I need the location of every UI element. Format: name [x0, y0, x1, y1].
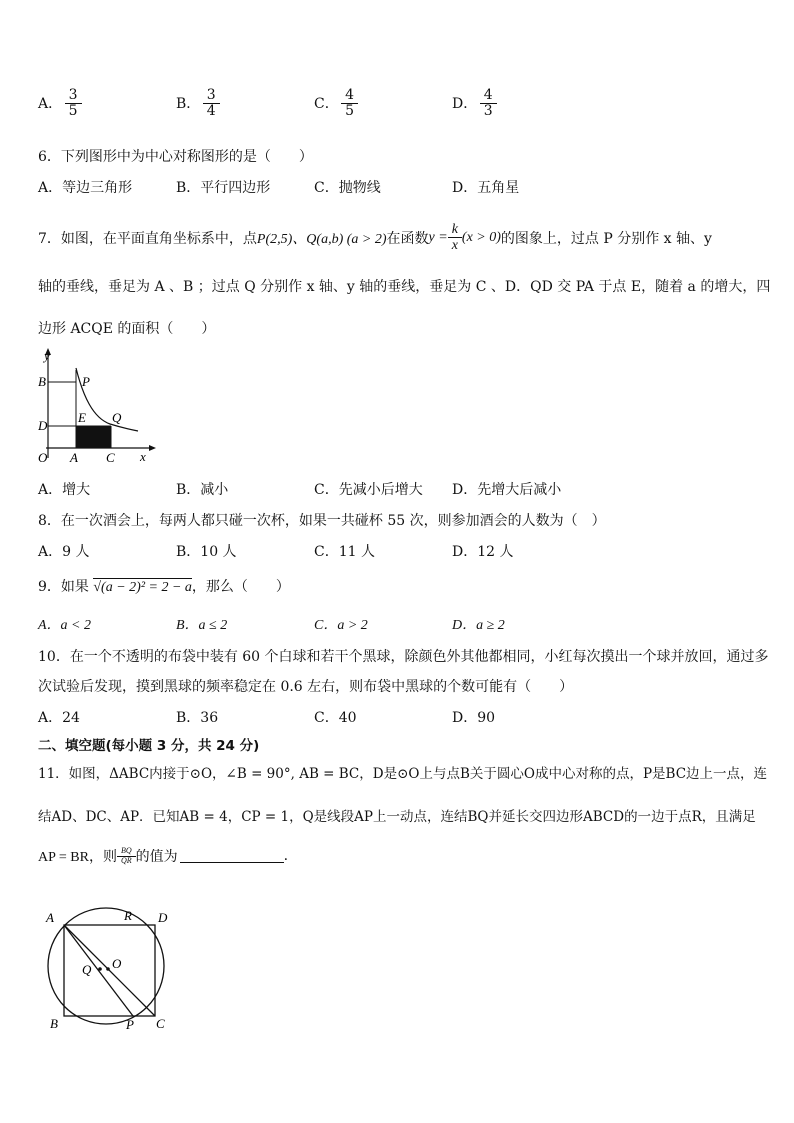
q10-line2: 次试验后发现，摸到黑球的频率稳定在 0.6 左右，则布袋中黑球的个数可能有（ ）	[38, 679, 574, 695]
answer-blank[interactable]	[180, 850, 284, 863]
q6-option-a: A．等边三角形	[38, 180, 133, 196]
option-letter: B．	[176, 95, 201, 112]
denominator: 3	[483, 103, 493, 120]
label-O: O	[38, 450, 48, 465]
q11-text: .	[283, 848, 289, 864]
q7-line3: 边形 ACQE 的面积（ ）	[38, 321, 216, 337]
q5-option-d	[452, 88, 495, 120]
q6-option-b: B．平行四边形	[176, 180, 271, 196]
q11-line3	[38, 846, 288, 866]
q7-points: P(2,5)、Q(a,b) (a > 2)	[256, 231, 387, 247]
q6-stem: 6．下列图形中为中心对称图形的是（ ）	[38, 149, 313, 165]
q7-figure	[38, 346, 158, 466]
q10-option-b: B．36	[176, 710, 219, 726]
q9-text: ，那么（ ）	[191, 579, 290, 595]
q10-option-a: A．24	[38, 710, 80, 726]
q8-option-c: C．11 人	[314, 544, 375, 560]
label-D: D	[38, 418, 48, 433]
label-P: P	[82, 374, 90, 389]
label-y: y	[44, 348, 50, 363]
denominator: 5	[345, 103, 355, 120]
option-letter: A．	[38, 95, 63, 112]
numerator: k	[451, 222, 458, 237]
label-C: C	[106, 450, 115, 465]
q11-line2: 结AD、DC、AP．已知AB = 4，CP = 1，Q是线段AP上一动点，连结BQ并延长交四边形ABCD的一边于点R，且满足	[38, 809, 756, 825]
q8-option-a: A．9 人	[38, 544, 90, 560]
label-A: A	[70, 450, 78, 465]
numerator: 4	[483, 87, 493, 103]
q9-stem	[38, 576, 290, 596]
q7-option-a: A．增大	[38, 482, 91, 498]
numerator: BQ	[120, 845, 132, 855]
numerator: 3	[68, 87, 78, 103]
q7-function-domain: (x > 0)	[461, 229, 501, 245]
q10-line1: 10．在一个不透明的布袋中装有 60 个白球和若干个黑球，除颜色外其他都相同，小红每次摸出一个球并放回，通过多	[38, 649, 769, 665]
q7-text: 在函数	[386, 230, 429, 247]
q5-option-c	[314, 88, 356, 120]
q7-function-fraction	[450, 222, 460, 254]
q10-option-c: C．40	[314, 710, 357, 726]
section-heading: 二、填空题(每小题 3 分，共 24 分)	[38, 738, 260, 754]
fraction	[482, 88, 495, 120]
q7-option-c: C．先减小后增大	[314, 482, 423, 498]
numerator: 4	[345, 87, 355, 103]
label-C: C	[156, 1016, 165, 1031]
q11-text: 的值为	[135, 849, 178, 865]
q8-option-b: B．10 人	[176, 544, 237, 560]
q5-option-b	[176, 88, 218, 120]
q9-option-a: A．a < 2	[38, 618, 91, 633]
label-Q: Q	[112, 410, 122, 425]
q9-option-b: B．a ≤ 2	[176, 618, 228, 633]
option-letter: D．	[452, 95, 478, 112]
q7-line1	[38, 222, 712, 254]
label-O: O	[112, 956, 122, 971]
q11-figure	[36, 904, 176, 1034]
label-P: P	[126, 1017, 134, 1032]
denominator: QR	[120, 855, 132, 865]
q6-option-c: C．抛物线	[314, 180, 381, 196]
q11-text: AP = BR，则	[38, 850, 117, 865]
fraction	[67, 88, 80, 120]
denominator: 5	[68, 103, 78, 120]
q8-stem: 8．在一次酒会上，每两人都只碰一次杯，如果一共碰杯 55 次，则参加酒会的人数为（ ）	[38, 513, 606, 529]
q9-option-c: C．a > 2	[314, 618, 368, 633]
q9-radical-equation: √(a − 2)² = 2 − a	[93, 580, 192, 595]
label-B: B	[50, 1016, 58, 1031]
option-letter: C．	[314, 95, 339, 112]
label-B: B	[38, 374, 46, 389]
label-D: D	[158, 910, 168, 925]
q9-text: 9．如果	[38, 579, 94, 595]
q7-text: 的图象上，过点 P 分别作 x 轴、y	[500, 230, 712, 247]
label-x: x	[140, 449, 146, 464]
numerator: 3	[206, 87, 216, 103]
fraction	[205, 88, 218, 120]
q7-function-lhs: y =	[428, 229, 448, 245]
q7-text: 7．如图，在平面直角坐标系中，点	[38, 230, 257, 247]
q11-line1: 11．如图，ΔABC内接于⊙O，∠B = 90°, AB = BC，D是⊙O上与点B关于圆心O成中心对称的点，P是BC边上一点，连	[38, 766, 768, 782]
q10-option-d: D．90	[452, 710, 496, 726]
q6-option-d: D．五角星	[452, 180, 520, 196]
label-A: A	[46, 910, 54, 925]
label-R: R	[124, 908, 132, 923]
label-Q: Q	[82, 962, 92, 977]
denominator: 4	[206, 103, 216, 120]
q11-ratio-fraction	[119, 847, 134, 866]
q5-option-a	[38, 88, 80, 120]
q8-option-d: D．12 人	[452, 544, 514, 560]
shaded-rectangle	[76, 426, 111, 448]
label-E: E	[78, 410, 86, 425]
denominator: x	[451, 238, 458, 254]
q7-line2: 轴的垂线，垂足为 A 、B ；过点 Q 分别作 x 轴、y 轴的垂线，垂足为 C 、D．QD 交 PA 于点 E，随着 a 的增大，四	[38, 279, 771, 295]
q7-option-b: B．减小	[176, 482, 229, 498]
q9-option-d: D．a ≥ 2	[452, 618, 505, 633]
fraction	[343, 88, 356, 120]
q7-option-d: D．先增大后减小	[452, 482, 562, 498]
